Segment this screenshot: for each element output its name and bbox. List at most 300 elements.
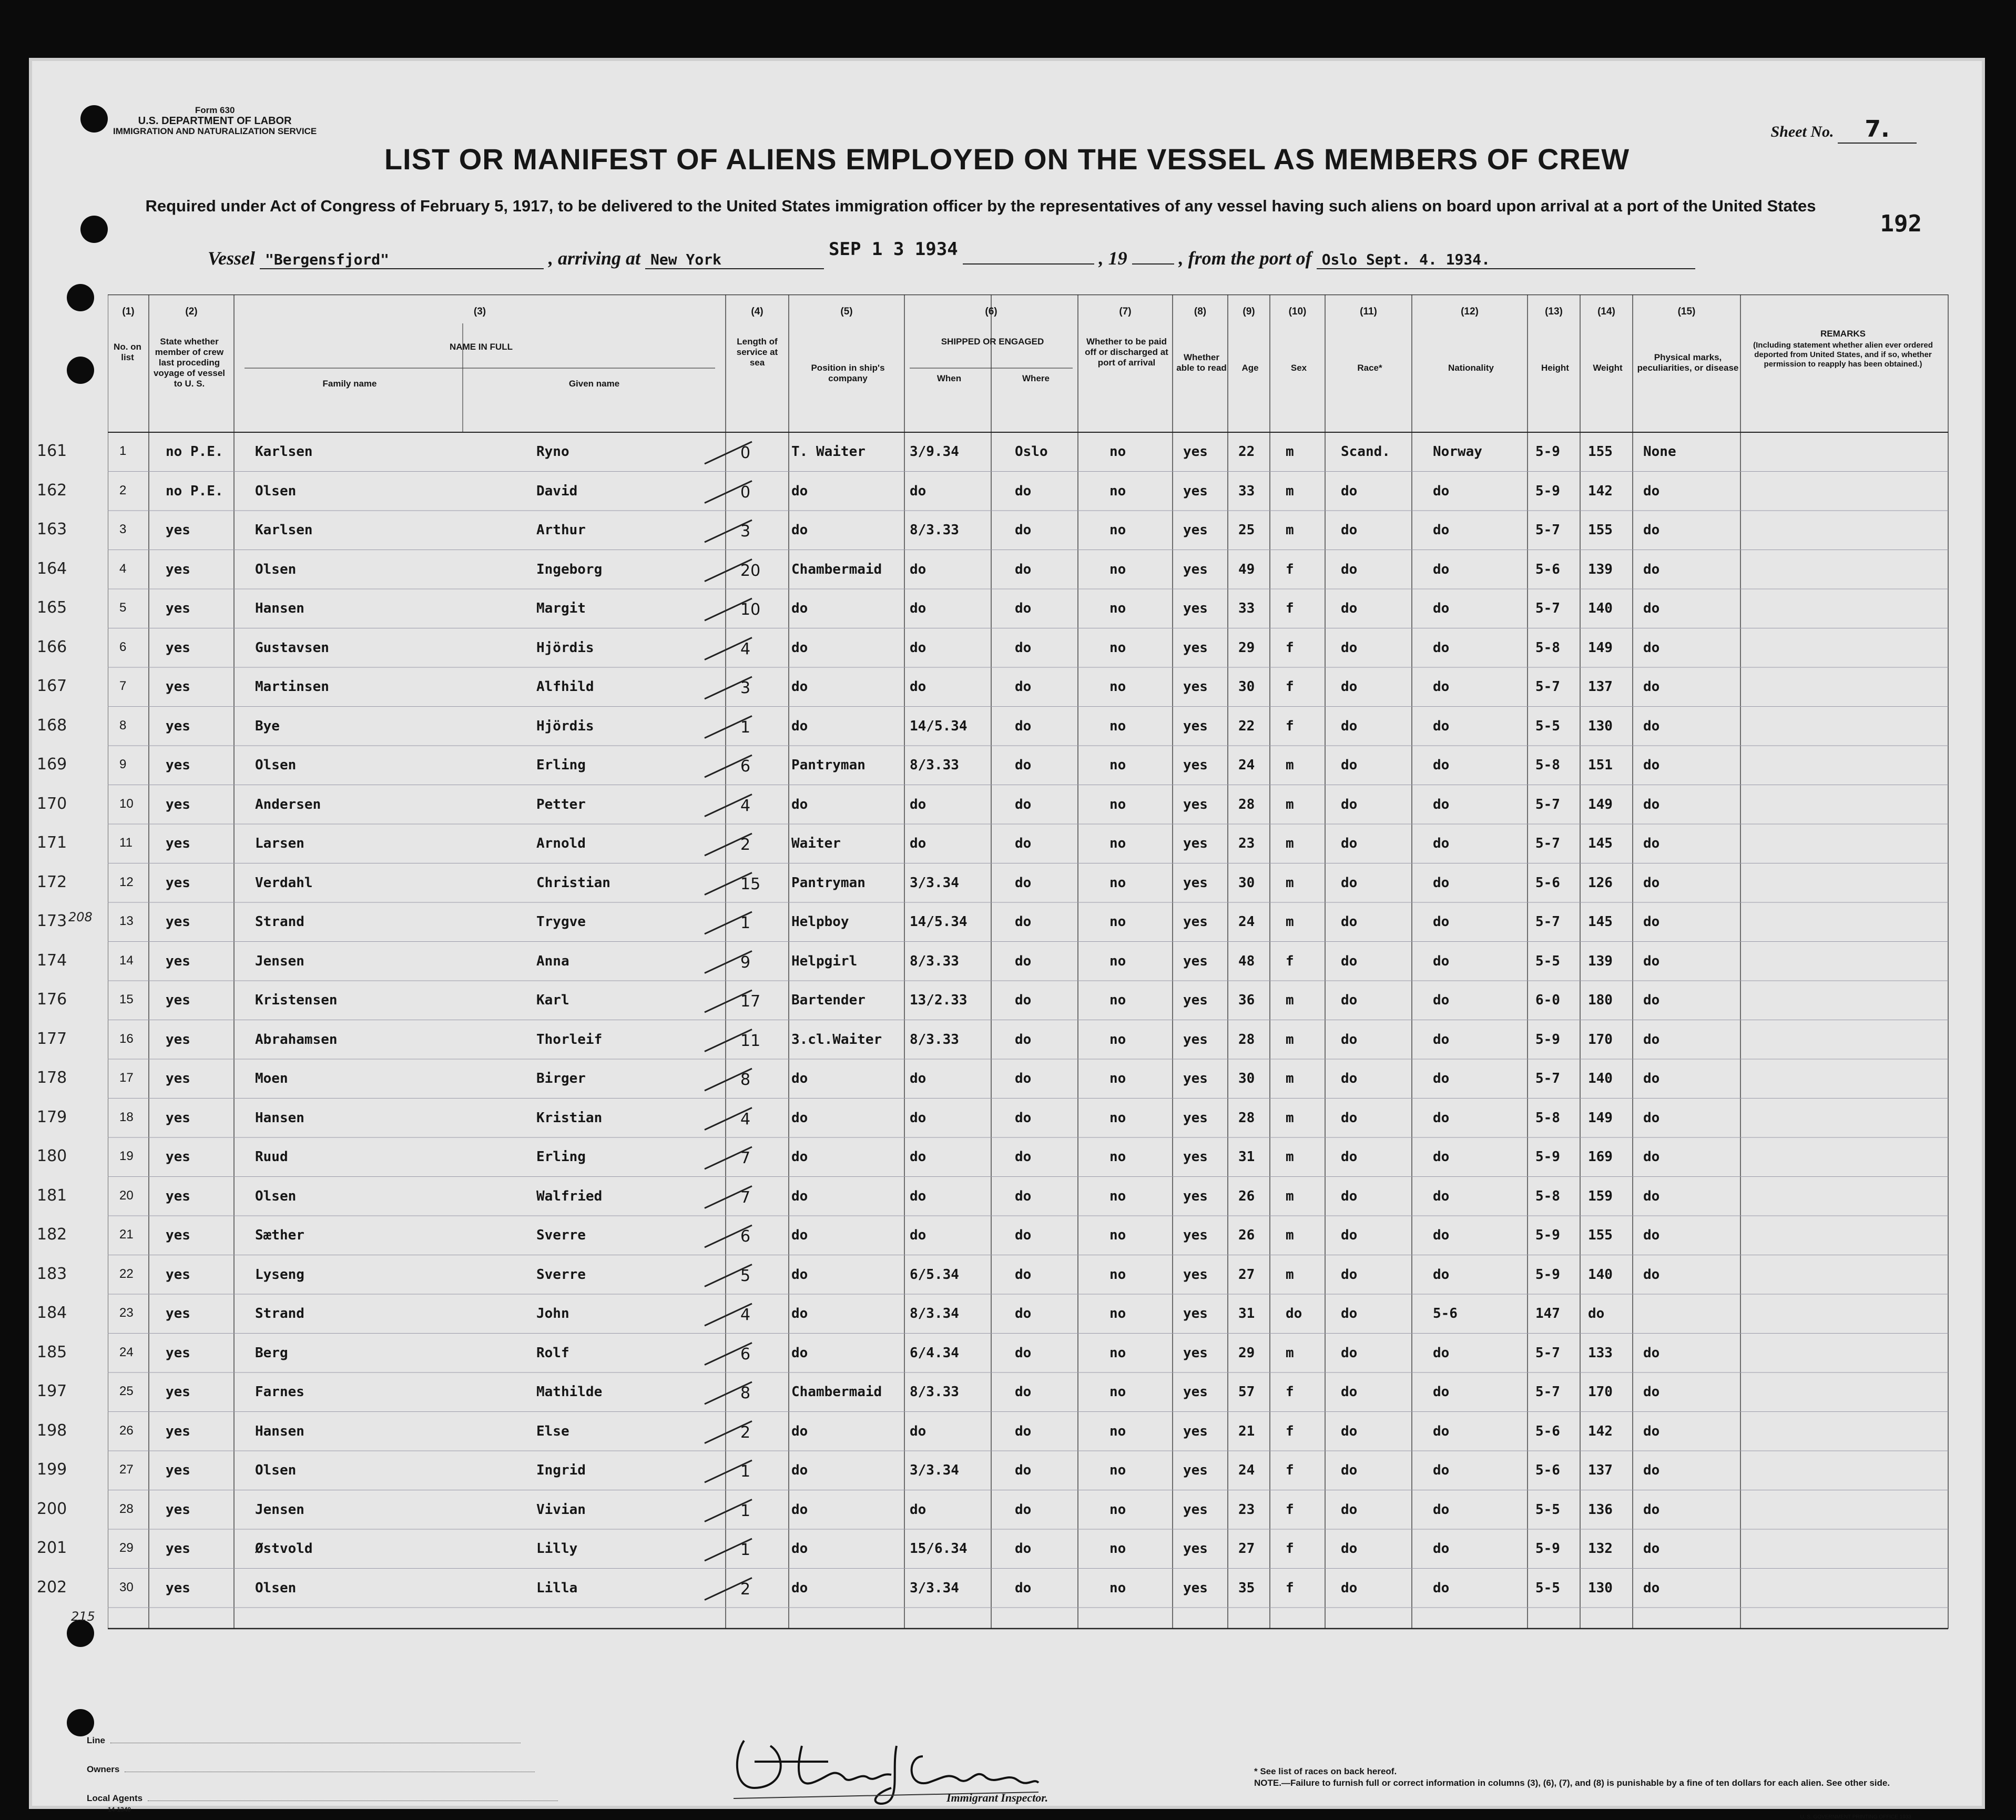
cell-family: Strand xyxy=(255,1306,304,1321)
cell-service: 4 xyxy=(740,1110,751,1128)
cell-given: Kristian xyxy=(536,1110,603,1126)
cell-no: 30 xyxy=(119,1580,134,1594)
header-sex: Sex xyxy=(1290,363,1307,373)
cell-service: 10 xyxy=(740,601,761,619)
cell-position: do xyxy=(791,1580,808,1596)
cell-no: 3 xyxy=(119,522,127,536)
column-number: (5) xyxy=(840,306,853,317)
cell-sex: f xyxy=(1286,1384,1294,1400)
cell-where: do xyxy=(1015,796,1032,812)
cell-given: Walfried xyxy=(536,1188,603,1204)
cell-service: 6 xyxy=(740,1345,751,1364)
cell-height: 5-8 xyxy=(1535,1110,1560,1126)
cell-read: yes xyxy=(1183,718,1208,734)
cell-service: 1 xyxy=(740,1501,751,1520)
cell-weight: 140 xyxy=(1588,601,1613,616)
owners-field xyxy=(87,1764,535,1775)
cell-height: 5-5 xyxy=(1535,953,1560,969)
cell-race: do xyxy=(1341,1149,1358,1165)
cell-family: Gustavsen xyxy=(255,639,329,656)
cell-prev: yes xyxy=(166,601,190,616)
cell-nat: 5-6 xyxy=(1433,1306,1458,1321)
cell-height: 5-6 xyxy=(1535,561,1560,577)
cell-read: yes xyxy=(1183,836,1208,851)
cell-height: 5-9 xyxy=(1535,1541,1560,1557)
cell-nat: do xyxy=(1433,1501,1450,1518)
sheet-number-label: Sheet No. xyxy=(1770,123,1834,140)
row-margin-number: 163 xyxy=(37,520,67,538)
inspector-label: Immigrant Inspector. xyxy=(946,1791,1048,1804)
cell-position: do xyxy=(791,639,808,656)
cell-where: Oslo xyxy=(1015,444,1048,460)
row-margin-number: 165 xyxy=(37,598,67,617)
cell-position: do xyxy=(791,1149,808,1165)
cell-height: 5-9 xyxy=(1535,1031,1560,1048)
cell-given: Margit xyxy=(536,601,586,616)
cell-age: 24 xyxy=(1238,1462,1255,1478)
cell-position: Pantryman xyxy=(791,875,866,891)
arrival-port: New York xyxy=(645,251,824,269)
cell-age: 24 xyxy=(1238,757,1255,773)
cell-no: 14 xyxy=(119,953,134,968)
cell-no: 18 xyxy=(119,1110,134,1124)
margin-note: 215 xyxy=(71,1609,95,1624)
cell-position: do xyxy=(791,1462,808,1478)
cell-nat: do xyxy=(1433,1345,1450,1361)
cell-nat: do xyxy=(1433,718,1450,734)
cell-where: do xyxy=(1015,1149,1032,1165)
line-field xyxy=(87,1735,521,1746)
cell-family: Ruud xyxy=(255,1149,288,1165)
cell-service: 6 xyxy=(740,757,751,776)
cell-nat: do xyxy=(1433,1423,1450,1439)
cell-weight: 132 xyxy=(1588,1541,1613,1557)
arrival-date-stamp: SEP 1 3 1934 xyxy=(829,239,958,260)
cell-nat: do xyxy=(1433,1462,1450,1478)
cell-nat: do xyxy=(1433,1071,1450,1086)
cell-no: 6 xyxy=(119,639,127,654)
cell-no: 9 xyxy=(119,757,127,771)
cell-no: 25 xyxy=(119,1384,134,1398)
cell-position: do xyxy=(791,679,808,695)
cell-nat: do xyxy=(1433,875,1450,891)
cell-position: Waiter xyxy=(791,836,841,851)
cell-paid: no xyxy=(1109,1227,1126,1243)
row-margin-number: 201 xyxy=(37,1539,67,1557)
cell-family: Sæther xyxy=(255,1227,304,1243)
cell-prev: yes xyxy=(166,1541,190,1557)
header-where: Where xyxy=(1022,373,1050,383)
column-number: (2) xyxy=(185,306,198,317)
cell-marks: do xyxy=(1643,561,1660,577)
cell-marks: do xyxy=(1643,1266,1660,1283)
cell-service: 2 xyxy=(740,1423,751,1442)
cell-paid: no xyxy=(1109,1345,1126,1361)
cell-where: do xyxy=(1015,1384,1032,1400)
column-number: (7) xyxy=(1119,306,1132,317)
row-margin-number: 197 xyxy=(37,1382,67,1400)
cell-family: Olsen xyxy=(255,757,297,773)
cell-age: 27 xyxy=(1238,1541,1255,1557)
cell-weight: 170 xyxy=(1588,1384,1613,1400)
cell-when: 8/3.33 xyxy=(910,1031,959,1048)
cell-service: 1 xyxy=(740,718,751,737)
cell-where: do xyxy=(1015,639,1032,656)
cell-height: 5-9 xyxy=(1535,483,1560,499)
cell-no: 29 xyxy=(119,1541,134,1555)
cell-service: 0 xyxy=(740,444,751,462)
row-margin-number: 180 xyxy=(37,1147,67,1165)
cell-paid: no xyxy=(1109,1110,1126,1126)
cell-race: do xyxy=(1341,483,1358,499)
cell-paid: no xyxy=(1109,836,1126,851)
cell-where: do xyxy=(1015,718,1032,734)
cell-weight: 126 xyxy=(1588,875,1613,891)
cell-given: Anna xyxy=(536,953,569,969)
cell-service: 1 xyxy=(740,1462,751,1481)
cell-read: yes xyxy=(1183,1227,1208,1243)
cell-read: yes xyxy=(1183,561,1208,577)
header-height: Height xyxy=(1541,363,1569,373)
cell-when: 3/3.34 xyxy=(910,875,959,891)
cell-read: yes xyxy=(1183,483,1208,499)
cell-where: do xyxy=(1015,1071,1032,1086)
header-paid-off: Whether to be paid off or discharged at port of arrival xyxy=(1085,337,1168,368)
cell-race: do xyxy=(1341,914,1358,930)
header-remarks-note: (Including statement whether alien ever ordered deported from United States, and if so, whether permission to reapply has been obtained.) xyxy=(1753,341,1933,369)
cell-age: 33 xyxy=(1238,601,1255,616)
footnotes xyxy=(1254,1766,1948,1789)
header-given-name: Given name xyxy=(568,379,620,389)
cell-when: 8/3.33 xyxy=(910,757,959,773)
cell-given: Mathilde xyxy=(536,1384,603,1400)
cell-read: yes xyxy=(1183,1580,1208,1596)
cell-prev: yes xyxy=(166,953,190,969)
cell-marks: do xyxy=(1643,1110,1660,1126)
cell-read: yes xyxy=(1183,522,1208,538)
cell-read: yes xyxy=(1183,639,1208,656)
cell-family: Olsen xyxy=(255,561,297,577)
vessel-label: Vessel xyxy=(208,248,255,269)
cell-sex: f xyxy=(1286,679,1294,695)
cell-weight: 155 xyxy=(1588,522,1613,538)
header-race: Race* xyxy=(1357,363,1382,373)
cell-marks: do xyxy=(1643,1031,1660,1048)
cell-height: 5-7 xyxy=(1535,796,1560,812)
cell-given: Sverre xyxy=(536,1266,586,1283)
column-number: (3) xyxy=(473,306,486,317)
cell-family: Kristensen xyxy=(255,992,338,1008)
cell-service: 7 xyxy=(740,1188,751,1207)
cell-paid: no xyxy=(1109,1501,1126,1518)
cell-sex: f xyxy=(1286,718,1294,734)
cell-age: 29 xyxy=(1238,1345,1255,1361)
cell-paid: no xyxy=(1109,875,1126,891)
cell-read: yes xyxy=(1183,757,1208,773)
binder-hole xyxy=(67,1709,94,1736)
cell-paid: no xyxy=(1109,1306,1126,1321)
cell-prev: yes xyxy=(166,1266,190,1283)
cell-weight: 140 xyxy=(1588,1266,1613,1283)
cell-given: Erling xyxy=(536,1149,586,1165)
cell-paid: no xyxy=(1109,522,1126,538)
cell-race: Scand. xyxy=(1341,444,1390,460)
cell-weight: 142 xyxy=(1588,1423,1613,1439)
cell-race: do xyxy=(1341,561,1358,577)
cell-where: do xyxy=(1015,679,1032,695)
cell-paid: no xyxy=(1109,992,1126,1008)
row-margin-number: 173 xyxy=(37,912,67,930)
cell-sex: m xyxy=(1286,875,1294,891)
cell-marks: do xyxy=(1643,1149,1660,1165)
cell-given: Hjördis xyxy=(536,718,594,734)
cell-weight: 130 xyxy=(1588,1580,1613,1596)
header-shipped: SHIPPED OR ENGAGED xyxy=(941,337,1044,347)
cell-read: yes xyxy=(1183,1110,1208,1126)
cell-position: do xyxy=(791,1501,808,1518)
cell-prev: yes xyxy=(166,757,190,773)
cell-given: Vivian xyxy=(536,1501,586,1518)
cell-marks: do xyxy=(1643,1501,1660,1518)
cell-prev: yes xyxy=(166,1031,190,1048)
cell-prev: yes xyxy=(166,639,190,656)
row-margin-number: 179 xyxy=(37,1107,67,1126)
cell-given: Trygve xyxy=(536,914,586,930)
cell-service: 2 xyxy=(740,836,751,854)
cell-when: do xyxy=(910,1501,926,1518)
cell-age: 24 xyxy=(1238,914,1255,930)
cell-service: 9 xyxy=(740,953,751,972)
cell-sex: f xyxy=(1286,561,1294,577)
cell-when: do xyxy=(910,1110,926,1126)
date-blank xyxy=(963,263,1094,265)
cell-age: 57 xyxy=(1238,1384,1255,1400)
cell-prev: yes xyxy=(166,1227,190,1243)
cell-paid: no xyxy=(1109,953,1126,969)
cell-given: Rolf xyxy=(536,1345,569,1361)
cell-race: do xyxy=(1341,1501,1358,1518)
cell-race: do xyxy=(1341,1541,1358,1557)
cell-sex: f xyxy=(1286,1541,1294,1557)
cell-when: do xyxy=(910,1149,926,1165)
cell-sex: m xyxy=(1286,1149,1294,1165)
cell-paid: no xyxy=(1109,1031,1126,1048)
penalty-note: NOTE.—Failure to furnish full or correct information in columns (3), (6), (7), and (8) is punishable by a fine of ten dollars for each alien. See other side. xyxy=(1254,1778,1890,1788)
cell-prev: yes xyxy=(166,992,190,1008)
sheet-number-value: 7. xyxy=(1838,116,1917,144)
cell-nat: do xyxy=(1433,601,1450,616)
cell-weight: 140 xyxy=(1588,1071,1613,1086)
cell-where: do xyxy=(1015,875,1032,891)
cell-family: Martinsen xyxy=(255,679,329,695)
cell-read: yes xyxy=(1183,1149,1208,1165)
cell-height: 5-9 xyxy=(1535,1227,1560,1243)
cell-paid: no xyxy=(1109,1071,1126,1086)
row-margin-number: 181 xyxy=(37,1186,67,1205)
cell-race: do xyxy=(1341,1462,1358,1478)
cell-sex: m xyxy=(1286,1031,1294,1048)
row-margin-number: 168 xyxy=(37,716,67,735)
cell-marks: do xyxy=(1643,1541,1660,1557)
owners-label: Owners xyxy=(87,1764,120,1774)
cell-no: 17 xyxy=(119,1071,134,1085)
cell-height: 147 xyxy=(1535,1306,1560,1321)
cell-marks: do xyxy=(1643,483,1660,499)
cell-given: John xyxy=(536,1306,569,1321)
cell-marks: do xyxy=(1643,1071,1660,1086)
row-margin-number: 171 xyxy=(37,833,67,852)
cell-marks: do xyxy=(1643,679,1660,695)
cell-paid: no xyxy=(1109,718,1126,734)
cell-service: 2 xyxy=(740,1580,751,1599)
cell-weight: 159 xyxy=(1588,1188,1613,1204)
cell-marks: do xyxy=(1643,1345,1660,1361)
header-nationality: Nationality xyxy=(1448,363,1494,373)
cell-age: 29 xyxy=(1238,639,1255,656)
cell-service: 3 xyxy=(740,522,751,541)
cell-where: do xyxy=(1015,561,1032,577)
cell-family: Abrahamsen xyxy=(255,1031,338,1048)
cell-where: do xyxy=(1015,1501,1032,1518)
cell-marks: do xyxy=(1643,601,1660,616)
cell-age: 31 xyxy=(1238,1149,1255,1165)
cell-race: do xyxy=(1341,1384,1358,1400)
cell-height: 5-5 xyxy=(1535,1580,1560,1596)
cell-family: Olsen xyxy=(255,483,297,499)
cell-where: do xyxy=(1015,914,1032,930)
column-number: (9) xyxy=(1243,306,1255,317)
cell-age: 22 xyxy=(1238,444,1255,460)
cell-paid: no xyxy=(1109,914,1126,930)
cell-family: Andersen xyxy=(255,796,321,812)
row-margin-number: 184 xyxy=(37,1304,67,1322)
cell-sex: m xyxy=(1286,1345,1294,1361)
cell-sex: m xyxy=(1286,836,1294,851)
cell-weight: 137 xyxy=(1588,679,1613,695)
binder-hole xyxy=(67,284,94,311)
cell-paid: no xyxy=(1109,1384,1126,1400)
cell-given: Birger xyxy=(536,1071,586,1086)
cell-position: do xyxy=(791,483,808,499)
cell-given: Lilla xyxy=(536,1580,578,1596)
cell-position: do xyxy=(791,601,808,616)
row-margin-number: 177 xyxy=(37,1029,67,1048)
cell-race: do xyxy=(1341,1071,1358,1086)
cell-no: 20 xyxy=(119,1188,134,1203)
cell-age: 26 xyxy=(1238,1227,1255,1243)
cell-paid: no xyxy=(1109,1266,1126,1283)
cell-no: 7 xyxy=(119,679,127,693)
cell-height: 5-5 xyxy=(1535,1501,1560,1518)
cell-marks: do xyxy=(1643,953,1660,969)
row-margin-number: 166 xyxy=(37,637,67,656)
cell-weight: 145 xyxy=(1588,914,1613,930)
cell-paid: no xyxy=(1109,1462,1126,1478)
cell-family: Strand xyxy=(255,914,304,930)
cell-marks: do xyxy=(1643,914,1660,930)
row-margin-number: 161 xyxy=(37,442,67,460)
cell-given: Hjördis xyxy=(536,639,594,656)
cell-race: do xyxy=(1341,1306,1358,1321)
cell-position: do xyxy=(791,522,808,538)
cell-no: 15 xyxy=(119,992,134,1006)
cell-marks: do xyxy=(1643,1580,1660,1596)
cell-when: do xyxy=(910,836,926,851)
cell-weight: 149 xyxy=(1588,1110,1613,1126)
cell-nat: do xyxy=(1433,953,1450,969)
cell-given: Ingeborg xyxy=(536,561,603,577)
year-blank xyxy=(1132,263,1174,265)
cell-nat: do xyxy=(1433,1266,1450,1283)
cell-age: 33 xyxy=(1238,483,1255,499)
cell-where: do xyxy=(1015,1031,1032,1048)
cell-family: Olsen xyxy=(255,1188,297,1204)
cell-position: Bartender xyxy=(791,992,866,1008)
cell-when: do xyxy=(910,1227,926,1243)
cell-read: yes xyxy=(1183,1306,1208,1321)
cell-weight: do xyxy=(1588,1306,1605,1321)
header-state-whether: State whether member of crew last proceding voyage of vessel to U. S. xyxy=(153,337,226,389)
cell-read: yes xyxy=(1183,1501,1208,1518)
cell-when: 15/6.34 xyxy=(910,1541,968,1557)
cell-given: Lilly xyxy=(536,1541,578,1557)
cell-where: do xyxy=(1015,483,1032,499)
row-margin-number: 167 xyxy=(37,677,67,695)
cell-height: 5-9 xyxy=(1535,1266,1560,1283)
cell-height: 5-6 xyxy=(1535,1462,1560,1478)
page-subtitle: Required under Act of Congress of February 5, 1917, to be delivered to the United States immigration officer by the representatives of any vessel having such aliens on board upon arrival at a port of the United States xyxy=(145,197,1816,215)
cell-where: do xyxy=(1015,522,1032,538)
header-physical-marks: Physical marks, peculiarities, or disease xyxy=(1637,352,1739,373)
cell-read: yes xyxy=(1183,679,1208,695)
row-margin-number: 174 xyxy=(37,951,67,970)
cell-marks: do xyxy=(1643,639,1660,656)
cell-where: do xyxy=(1015,757,1032,773)
cell-sex: m xyxy=(1286,757,1294,773)
cell-race: do xyxy=(1341,1423,1358,1439)
cell-prev: yes xyxy=(166,836,190,851)
cell-no: 26 xyxy=(119,1423,134,1438)
cell-race: do xyxy=(1341,1345,1358,1361)
cell-where: do xyxy=(1015,601,1032,616)
cell-paid: no xyxy=(1109,601,1126,616)
cell-age: 30 xyxy=(1238,679,1255,695)
page-title: LIST OR MANIFEST OF ALIENS EMPLOYED ON THE VESSEL AS MEMBERS OF CREW xyxy=(384,143,1630,176)
cell-race: do xyxy=(1341,953,1358,969)
agents-field xyxy=(87,1793,558,1804)
cell-nat: do xyxy=(1433,1541,1450,1557)
cell-weight: 139 xyxy=(1588,561,1613,577)
cell-marks: do xyxy=(1643,1384,1660,1400)
cell-service: 15 xyxy=(740,875,761,893)
cell-where: do xyxy=(1015,1266,1032,1283)
cell-paid: no xyxy=(1109,1423,1126,1439)
margin-note: 208 xyxy=(68,910,93,924)
cell-family: Hansen xyxy=(255,1110,304,1126)
cell-when: 8/3.33 xyxy=(910,953,959,969)
cell-marks: do xyxy=(1643,1423,1660,1439)
cell-given: Christian xyxy=(536,875,610,891)
cell-position: do xyxy=(791,1306,808,1321)
cell-height: 5-8 xyxy=(1535,639,1560,656)
cell-nat: do xyxy=(1433,796,1450,812)
cell-family: Karlsen xyxy=(255,522,313,538)
cell-family: Hansen xyxy=(255,601,304,616)
cell-nat: do xyxy=(1433,1580,1450,1596)
cell-given: Else xyxy=(536,1423,569,1439)
cell-no: 28 xyxy=(119,1501,134,1516)
header-position: Position in ship's company xyxy=(811,363,885,383)
